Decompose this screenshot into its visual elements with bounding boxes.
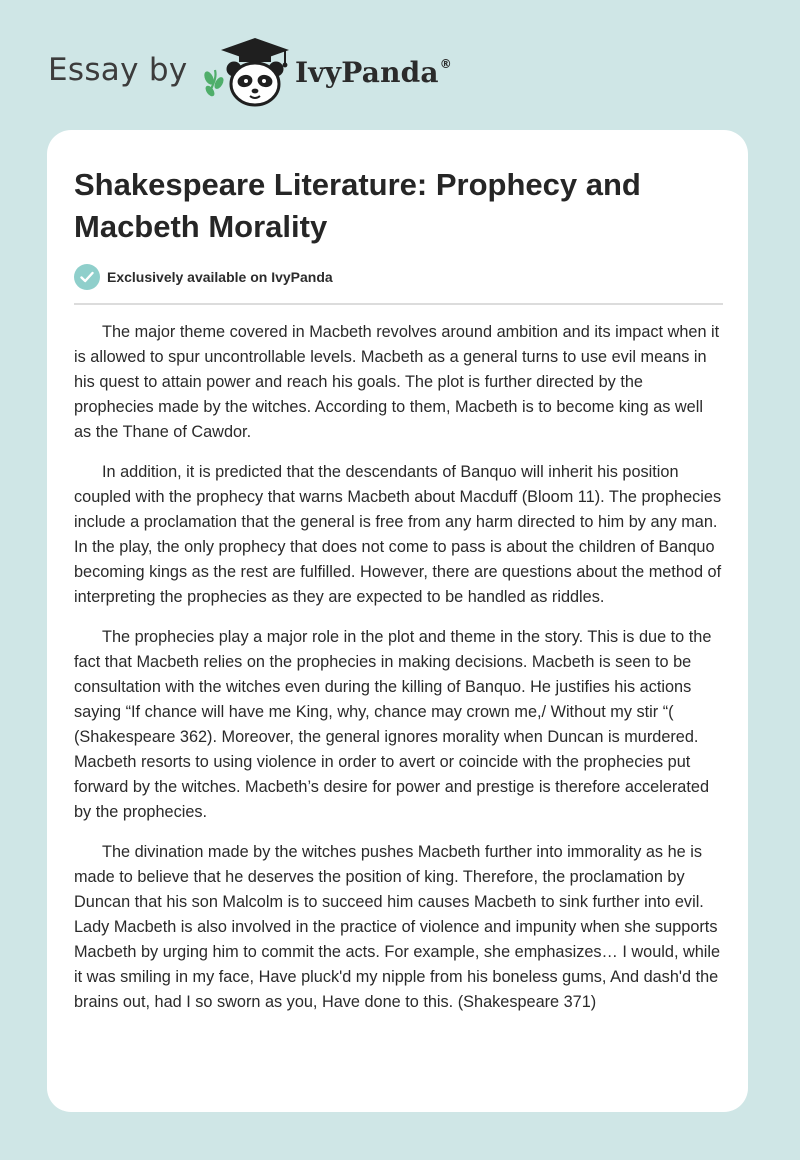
check-circle-icon xyxy=(74,264,100,290)
essay-by-label: Essay by xyxy=(48,52,188,88)
brand-name-text: IvyPanda xyxy=(295,56,439,89)
essay-body xyxy=(74,320,724,1030)
paragraph: The divination made by the witches pushes Macbeth further into immorality as he is made to believe that he deserves the position of king. Therefore, the proclamation by Duncan that his son Malcolm is to succeed him causes Macbeth to sink further into evil. Lady Macbeth is also involved in the practice of violence and impunity when she supports Macbeth by urging him to commit the acts. For example, she emphasizes… I would, while it was smiling in my face, Have pluck'd my nipple from his boneless gums, And dash'd the brains out, had I so sworn as you, Have done to this. (Shakespeare 371) xyxy=(74,843,721,1011)
exclusive-badge xyxy=(74,264,333,290)
essay-title: Shakespeare Literature: Prophecy and Macbeth Morality xyxy=(74,167,641,244)
paragraph: The prophecies play a major role in the plot and theme in the story. This is due to the fact that Macbeth relies on the prophecies in making decisions. Macbeth is seen to be consultation with the witches even during the killing of Banquo. He justifies his actions saying “If chance will have me King, why, chance may crown me,/ Without my stir “( (Shakespeare 362). Moreover, the general ignores morality when Duncan is murdered. Macbeth resorts to using violence in order to avert or coincide with the prophecies put forward by the witches. Macbeth’s desire for power and prestige is therefore accelerated by the prophecies. xyxy=(74,628,712,821)
exclusive-badge-label: Exclusively available on IvyPanda xyxy=(107,269,333,285)
paragraph: The major theme covered in Macbeth revolves around ambition and its impact when it is allowed to spur uncontrollable levels. Macbeth as a general turns to use evil means in his quest to attain power and reach his goals. The plot is further directed by the prophecies made by the witches. According to them, Macbeth is to become king as well as the Thane of Cawdor. xyxy=(74,323,720,441)
paragraph: In addition, it is predicted that the descendants of Banquo will inherit his position coupled with the prophecy that warns Macbeth about Macduff (Bloom 11). The prophecies include a proclamation that the general is free from any harm directed to him by any man. In the play, the only prophecy that does not come to pass is about the children of Banquo becoming kings as the rest are fulfilled. However, there are questions about the method of interpreting the prophecies as they are expected to be handled as riddles. xyxy=(74,463,722,606)
essay-card xyxy=(47,130,748,1112)
panda-logo-icon[interactable] xyxy=(203,34,293,108)
site-header xyxy=(48,34,468,114)
registered-mark: ® xyxy=(439,57,452,71)
title-divider xyxy=(74,303,723,305)
brand-name[interactable] xyxy=(295,56,452,89)
